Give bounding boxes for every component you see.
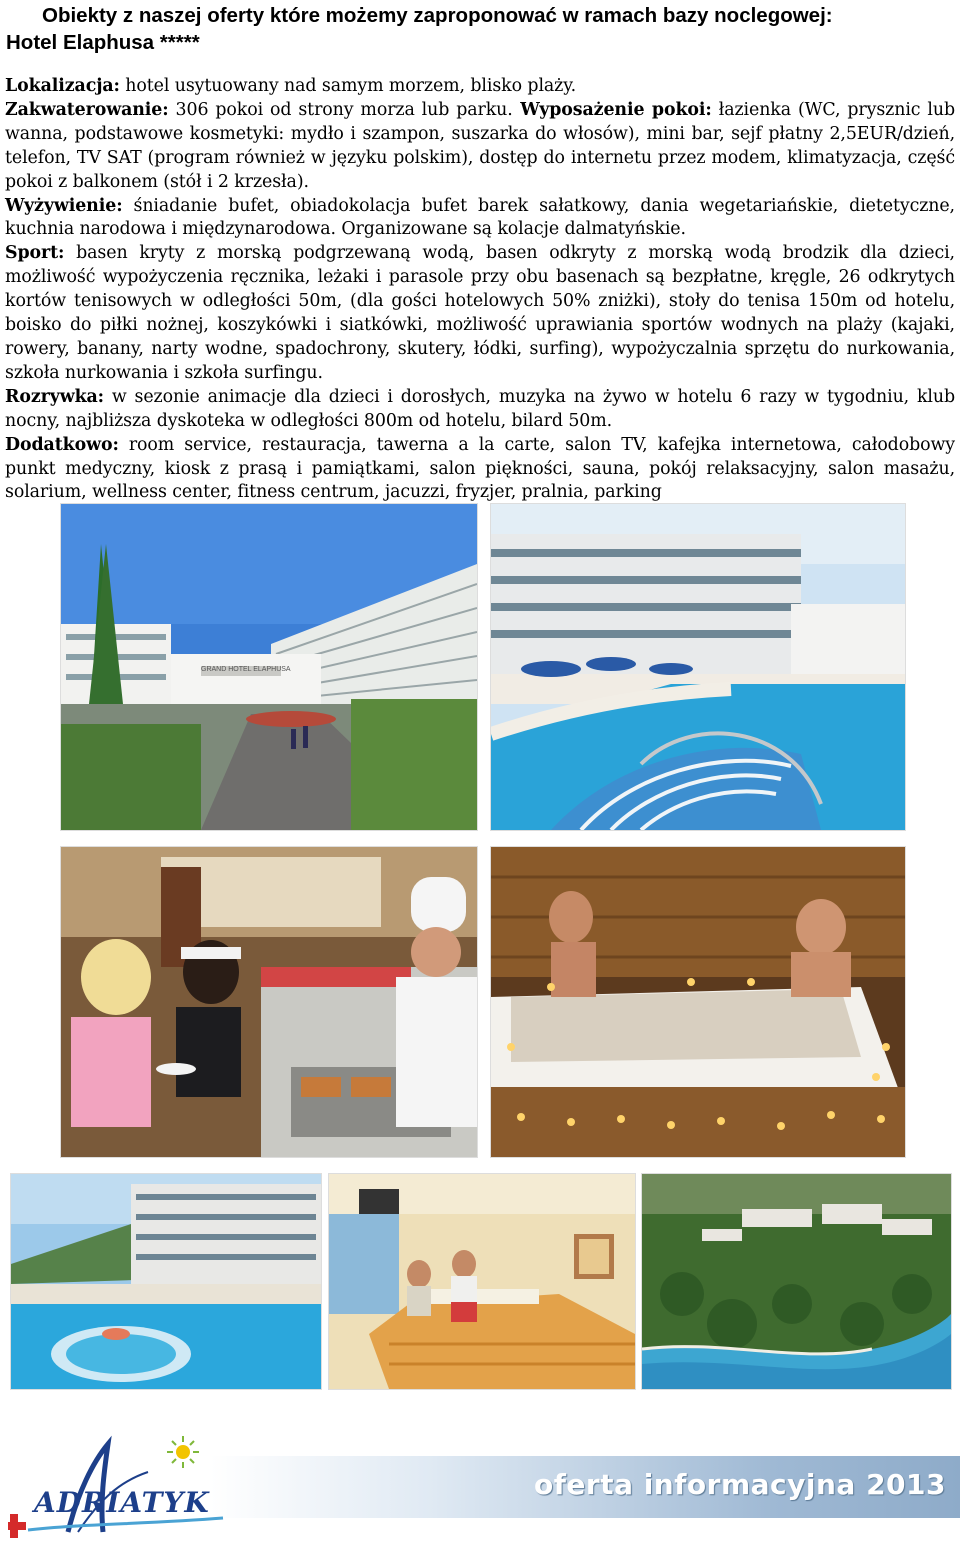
- photo-aerial-coast: [641, 1173, 952, 1390]
- section-wyzywienie: [5, 195, 955, 243]
- text-wyposazenie: łazienka (WC, prysznic lub wanna, podstawowe kosmetyki: mydło i szampon, suszarka do włosów), mini bar, sejf płatny 2,5EUR/dzień, telefon, TV SAT (program również w języku polskim), dostęp do internetu przez modem, klimatyzacja, część pokoi z balkonem (stół i 2 krzesła).: [5, 99, 955, 192]
- adriatyk-logo: [8, 1432, 228, 1540]
- text-dodatkowo: room service, restauracja, tawerna a la carte, salon TV, kafejka internetowa, całodobowy punkt medyczny, kiosk z prasą i pamiątkami, salon piękności, sauna, pokój relaksacyjny, salon masażu, solarium, wellness center, fitness centrum, jacuzzi, fryzjer, pralnia, parking: [5, 434, 955, 503]
- label-sport: Sport:: [5, 243, 65, 264]
- footer: [0, 1420, 960, 1541]
- footer-banner: [210, 1456, 960, 1518]
- section-lokalizacja: [5, 75, 955, 99]
- photo-outdoor-pool: [490, 503, 906, 831]
- photo-pool-building: [10, 1173, 322, 1390]
- heading-line-hotel: Hotel Elaphusa *****: [6, 31, 200, 54]
- photo-hotel-exterior: [60, 503, 478, 831]
- banner-text: oferta informacyjna 2013: [533, 1468, 946, 1501]
- section-sport: [5, 242, 955, 385]
- label-lokalizacja: Lokalizacja:: [5, 76, 120, 96]
- section-zakwaterowanie: [5, 99, 955, 195]
- text-lokalizacja: hotel usytuowany nad samym morzem, blisko plaży.: [119, 76, 577, 96]
- logo-text: ADRIATYK: [34, 1486, 210, 1519]
- section-rozrywka: [5, 386, 955, 434]
- text-sport: basen kryty z morską podgrzewaną wodą, basen odkryty z morską wodą brodzik dla dzieci, możliwość wypożyczenia ręcznika, leżaki i parasole przy obu basenach są bezpłatne, kręgle, 26 odkrytych kortów tenisowych w odległości 50m, (dla gości hotelowych 50% zniżki), stoły do tenisa 150m od hotelu, boisko do piłki nożnej, koszykówki i siatkówki, możliwość uprawiania sportów wodnych na plaży (kajaki, rowery, banany, narty wodne, spadochrony, skutery, łódki, surfing), wypożyczalnia sprzętu do nurkowania, szkoła nurkowania i szkoła surfingu.: [5, 243, 955, 383]
- heading-line-offer: Obiekty z naszej oferty które możemy zaproponować w ramach bazy noclegowej:: [42, 4, 833, 27]
- hotel-description: [5, 75, 955, 505]
- text-wyzywienie: śniadanie bufet, obiadokolacja bufet barek sałatkowy, dania wegetariańskie, dietetyczne, kuchnia narodowa i międzynarodowa. Organizowane są kolacje dalmatyńskie.: [5, 195, 955, 240]
- page-heading: [6, 2, 956, 56]
- label-rozrywka: Rozrywka:: [5, 386, 105, 407]
- label-wyzywienie: Wyżywienie:: [5, 195, 123, 216]
- label-dodatkowo: Dodatkowo:: [5, 434, 119, 455]
- text-rozrywka: w sezonie animacje dla dzieci i dorosłych, muzyka na żywo w hotelu 6 razy w tygodniu, klub nocny, najbliższa dyskoteka w odległości 800m od hotelu, bilard 50m.: [5, 386, 955, 431]
- label-zakwaterowanie: Zakwaterowanie:: [5, 99, 169, 120]
- label-wyposazenie: Wyposażenie pokoi:: [512, 99, 712, 120]
- hotel-sign-text: GRAND HOTEL ELAPHUSA: [201, 666, 291, 673]
- photo-hotel-room: [328, 1173, 636, 1390]
- text-zakwaterowanie: 306 pokoi od strony morza lub parku.: [168, 99, 513, 120]
- photo-jacuzzi: [490, 846, 906, 1158]
- photo-buffet-restaurant: [60, 846, 478, 1158]
- section-dodatkowo: [5, 434, 955, 506]
